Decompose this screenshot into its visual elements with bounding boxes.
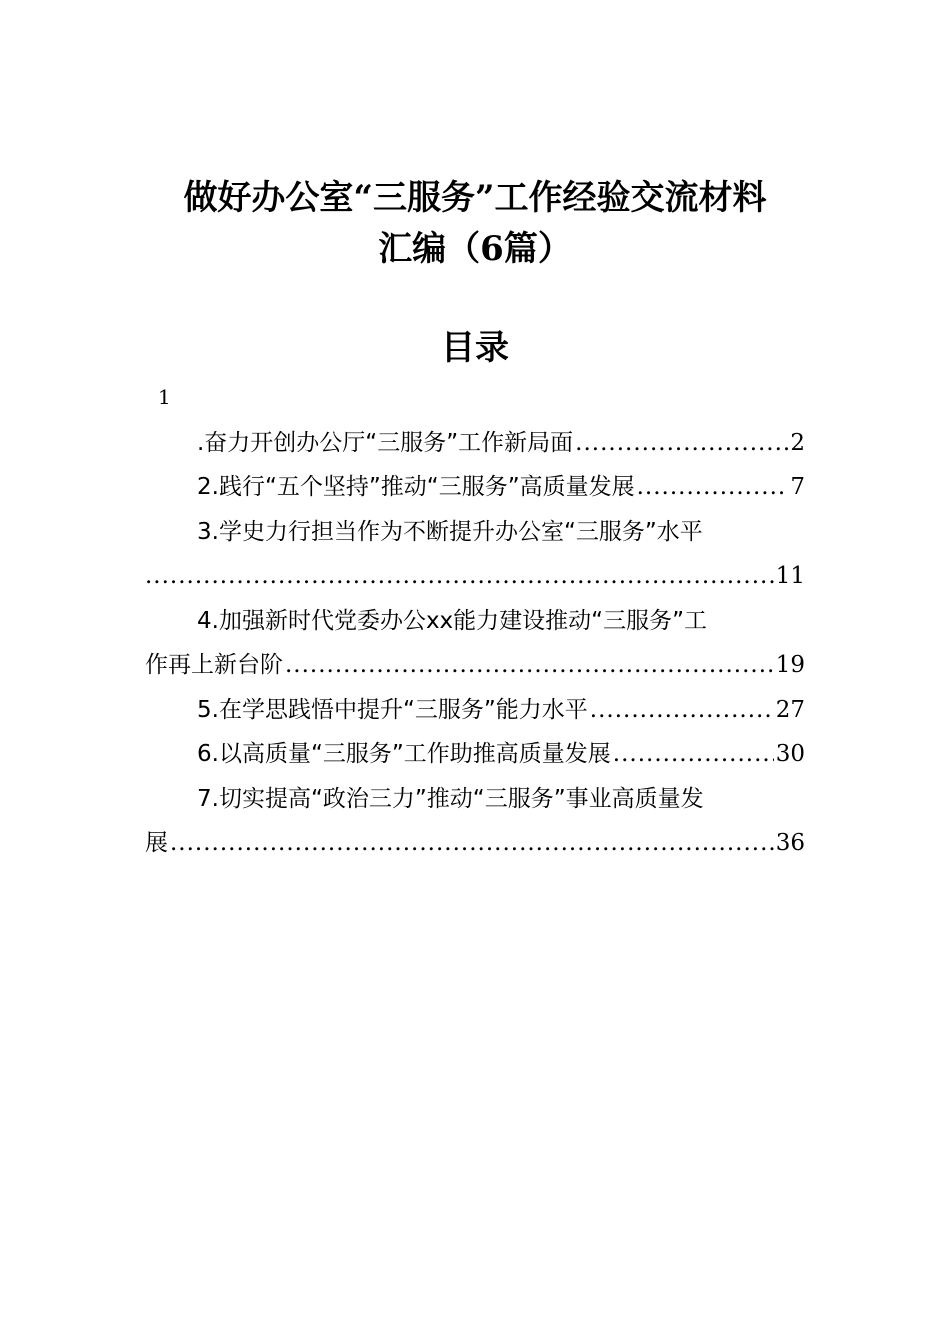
toc-entry-6[interactable] — [145, 732, 805, 776]
toc-entry-6-page: 30 — [775, 741, 805, 767]
toc-entry-7-page: 36 — [775, 830, 805, 856]
toc-entry-7-continuation[interactable] — [145, 821, 805, 865]
toc-leader-dots — [575, 421, 788, 465]
toc-entry-7-title: 7.切实提高“政治三力”推动“三服务”事业高质量发 — [197, 786, 704, 812]
toc-entry-7[interactable] — [145, 777, 805, 821]
toc-entry-7-title-continued: 展 — [145, 830, 168, 856]
toc-heading: 目录 — [441, 328, 509, 368]
toc-entry-1-page: 2 — [790, 430, 805, 456]
toc-entry-6-title: 6.以高质量“三服务”工作助推高质量发展 — [197, 741, 611, 767]
toc-entry-1-title: .奋力开创办公厅“三服务”工作新局面 — [197, 430, 574, 456]
toc-entry-5-page: 27 — [775, 697, 805, 723]
toc-entry-4-title-continued: 作再上新台阶 — [145, 652, 283, 678]
toc-entry-1[interactable] — [145, 421, 805, 465]
toc-entry-5[interactable] — [145, 688, 805, 732]
toc-entry-2[interactable] — [145, 465, 805, 509]
toc-leader-dots — [145, 554, 774, 598]
toc-leader-dots — [590, 688, 774, 732]
toc-leader-dots — [285, 643, 774, 687]
stray-page-marker: 1 — [158, 385, 171, 409]
toc-entry-4-page: 19 — [775, 652, 805, 678]
toc-entry-3-continuation[interactable] — [145, 554, 805, 598]
toc-entry-5-title: 5.在学思践悟中提升“三服务”能力水平 — [197, 697, 588, 723]
toc-entry-2-title: 2.践行“五个坚持”推动“三服务”高质量发展 — [197, 474, 635, 500]
toc-leader-dots — [613, 732, 774, 776]
document-title-line-1: 做好办公室“三服务”工作经验交流材料 — [183, 178, 767, 218]
toc-entry-3-title: 3.学史力行担当作为不断提升办公室“三服务”水平 — [197, 519, 703, 545]
toc-entry-4-title: 4.加强新时代党委办公xx能力建设推动“三服务”工 — [197, 608, 707, 634]
toc-leader-dots — [637, 465, 789, 509]
toc-entry-3[interactable] — [145, 510, 805, 554]
toc-entry-2-page: 7 — [790, 474, 805, 500]
toc-entry-3-page: 11 — [775, 563, 805, 589]
toc-entry-4-continuation[interactable] — [145, 643, 805, 687]
toc-entry-4[interactable] — [145, 599, 805, 643]
toc-leader-dots — [170, 821, 774, 865]
document-title-line-2: 汇编（6篇） — [378, 229, 572, 269]
